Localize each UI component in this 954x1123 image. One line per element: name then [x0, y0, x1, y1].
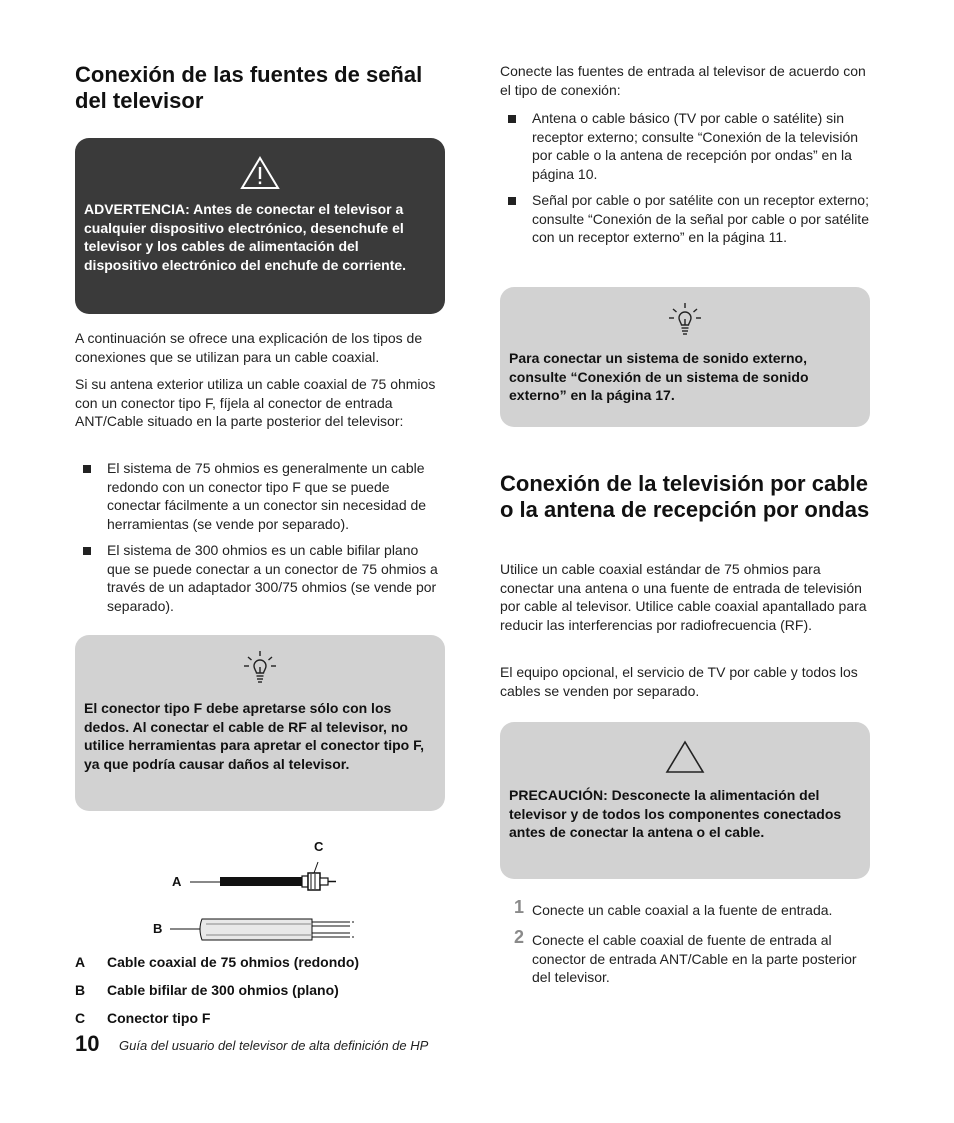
f-connector	[308, 873, 320, 890]
coaxial-paragraph: Utilice un cable coaxial estándar de 75 ohmios para conectar una antena o una fuente de entrada de televisión por cable al televisor. Utilice cable coaxial apantallado para reducir las interferencias por radiofrecuencia (RF).	[500, 561, 867, 633]
cable-diagram	[150, 836, 380, 946]
list-item: Señal por cable o por satélite con un receptor externo; consulte “Conexión de la señal por cable o por satélite con un receptor externo” en la página 11.	[500, 191, 872, 247]
list-item: Antena o cable básico (TV por cable o satélite) sin receptor externo; consulte “Conexión de la televisión por cable o la antena de recepción por ondas” en la página 10.	[500, 109, 872, 183]
step-1	[514, 897, 872, 920]
cable-illustration	[150, 836, 380, 946]
diagram-label-c: C	[314, 839, 324, 854]
step-number: 1	[514, 897, 525, 917]
lightbulb-icon	[240, 649, 280, 687]
caution-triangle-icon	[665, 740, 705, 774]
diagram-label-a: A	[172, 874, 182, 889]
list-item: El sistema de 75 ohmios es generalmente un cable redondo con un conector tipo F que se puede conectar fácilmente a un conector sin necesidad de herramientas (se vende por separado).	[75, 459, 445, 533]
warning-triangle-icon	[240, 156, 280, 190]
bullet-square-icon	[83, 465, 91, 473]
bullet-square-icon	[508, 197, 516, 205]
bullet-square-icon	[83, 547, 91, 555]
legend-row-b: B Cable bifilar de 300 ohmios (plano)	[75, 982, 339, 998]
legend-row-a: A Cable coaxial de 75 ohmios (redondo)	[75, 954, 360, 970]
caution-text: PRECAUCIÓN: Desconecte la alimentación del televisor y de todos los componentes conectados antes de conectar la antena o el cable.	[509, 787, 842, 840]
step-text: Conecte el cable coaxial de fuente de entrada al conector de entrada ANT/Cable en la parte posterior del televisor.	[532, 932, 857, 985]
coaxial-cable	[220, 877, 302, 886]
legend-row-c: C Conector tipo F	[75, 1010, 211, 1026]
footer-text: Guía del usuario del televisor de alta definición de HP	[119, 1038, 429, 1053]
warning-text: ADVERTENCIA: Antes de conectar el televisor a cualquier dispositivo electrónico, desenchufe el televisor y los cables de alimentación del dispositivo electrónico del enchufe de corriente.	[84, 201, 407, 273]
tip-box-sound	[500, 287, 870, 427]
label-c-leader	[314, 862, 318, 873]
tip-box-connector	[75, 635, 445, 811]
warning-box	[75, 138, 445, 314]
tip-sound-text: Para conectar un sistema de sonido externo, consulte “Conexión de un sistema de sonido externo” en la página 17.	[509, 350, 809, 403]
right-intro: Conecte las fuentes de entrada al televisor de acuerdo con el tipo de conexión:	[500, 63, 866, 98]
page-title: Conexión de las fuentes de señal del televisor	[75, 62, 423, 113]
diagram-label-b: B	[153, 921, 163, 936]
page-number: 10	[75, 1031, 100, 1056]
input-source-list	[500, 109, 872, 255]
lightbulb-icon	[665, 301, 705, 339]
step-number: 2	[514, 927, 525, 947]
ohm-system-list	[75, 459, 445, 623]
intro-paragraph: A continuación se ofrece una explicación de los tipos de conexiones que se utilizan para un cable coaxial.	[75, 330, 423, 365]
antenna-paragraph: Si su antena exterior utiliza un cable coaxial de 75 ohmios con un conector tipo F, fíjela al conector de entrada ANT/Cable situado en la parte posterior del televisor:	[75, 376, 436, 429]
list-item: El sistema de 300 ohmios es un cable bifilar plano que se puede conectar a un conector de 75 ohmios a través de un adaptador 300/75 ohmios (se vende por separado).	[75, 541, 445, 615]
step-2	[514, 927, 872, 987]
optional-equipment-paragraph: El equipo opcional, el servicio de TV por cable y todos los cables se venden por separado.	[500, 664, 858, 699]
tip-text: El conector tipo F debe apretarse sólo con los dedos. Al conectar el cable de RF al televisor, no utilice herramientas para apretar el conector tipo F, ya que podría causar daños al televisor.	[84, 700, 424, 772]
bullet-square-icon	[508, 115, 516, 123]
section-title: Conexión de la televisión por cable o la antena de recepción por ondas	[500, 471, 870, 522]
caution-box	[500, 722, 870, 879]
twin-lead-cable	[200, 919, 312, 940]
step-text: Conecte un cable coaxial a la fuente de entrada.	[532, 902, 833, 918]
